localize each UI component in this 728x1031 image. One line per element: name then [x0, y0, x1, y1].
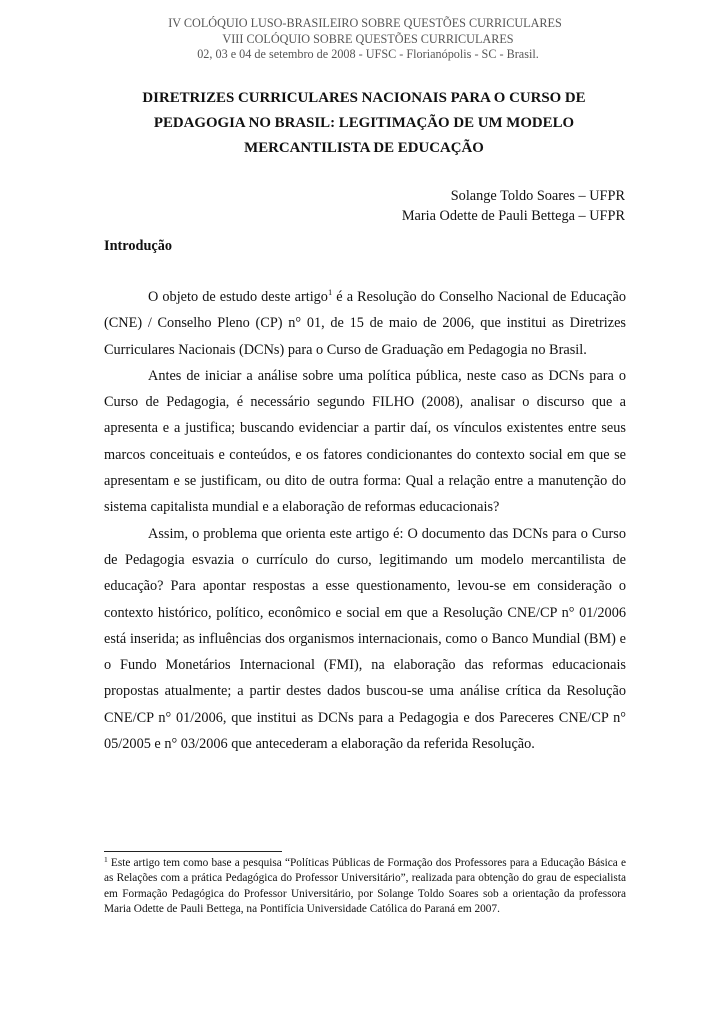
- paper-title-line-3: MERCANTILISTA DE EDUCAÇÃO: [244, 140, 484, 156]
- footnote: [104, 856, 626, 917]
- body-text: [104, 284, 626, 757]
- footnote-divider: [104, 851, 282, 852]
- author-1: Solange Toldo Soares – UFPR: [450, 188, 625, 204]
- paragraph-1: [104, 284, 626, 363]
- author-list: [402, 186, 625, 226]
- footnote-text: Este artigo tem como base a pesquisa “Políticas Públicas de Formação dos Professores para a Educação Básica e as Relações com a prática Pedagógica do Professor Universitário”, realizada para obtenção do grau de especialista em Formação Pedagógica do Professor Universitário, por Solange Toldo Soares sob a orientação da professora Maria Odette de Pauli Bettega, na Pontifícia Universidade Católica do Paraná em 2007.: [104, 857, 626, 915]
- running-header: [0, 16, 728, 63]
- author-2: Maria Odette de Pauli Bettega – UFPR: [401, 208, 625, 224]
- paper-title-line-2: PEDAGOGIA NO BRASIL: LEGITIMAÇÃO DE UM MODELO: [153, 115, 575, 131]
- paragraph-1-rest: é a Resolução do Conselho Nacional de Educação (CNE) / Conselho Pleno (CP) n° 01, de 15 de maio de 2006, que institui as Diretrizes Curriculares Nacionais (DCNs) para o Curso de Graduação em Pedagogia no Brasil.: [104, 289, 626, 358]
- paper-title-line-1: DIRETRIZES CURRICULARES NACIONAIS PARA O CURSO DE: [142, 90, 586, 106]
- paragraph-3: Assim, o problema que orienta este artigo é: O documento das DCNs para o Curso de Pedagogia esvazia o currículo do curso, legitimando um modelo mercantilista de educação? Para apontar respostas a esse questionamento, levou-se em consideração o contexto histórico, político, econômico e social em que a Resolução CNE/CP n° 01/2006 está inserida; as influências dos organismos internacionais, como o Banco Mundial (BM) e o Fundo Monetários Internacional (FMI), na elaboração das reformas educacionais propostas atualmente; a partir destes dados buscou-se uma análise crítica da Resolução CNE/CP n° 01/2006, que institui as DCNs para a Pedagogia e dos Pareceres CNE/CP n° 05/2005 e n° 03/2006 que antecederam a elaboração da referida Resolução.: [104, 525, 626, 753]
- running-header-line-3: 02, 03 e 04 de setembro de 2008 - UFSC - Florianópolis - SC - Brasil.: [197, 47, 539, 61]
- paper-title: [0, 86, 728, 161]
- paragraph-1-start: O objeto de estudo deste artigo: [148, 289, 328, 305]
- footnote-marker: 1: [104, 855, 108, 864]
- paragraph-2: Antes de iniciar a análise sobre uma política pública, neste caso as DCNs para o Curso de Pedagogia, é necessário segundo FILHO (2008), analisar o discurso que a apresenta e a justifica; buscando evidenciar a partir daí, os vínculos existentes entre seus marcos conceituais e conteúdos, e os fatores condicionantes do contexto social em que se apresentam e se justificam, ou dito de outra forma: Qual a relação entre a manutenção do sistema capitalista mundial e a elaboração de reformas educacionais?: [104, 367, 626, 516]
- running-header-line-2: VIII COLÓQUIO SOBRE QUESTÕES CURRICULARES: [222, 31, 514, 46]
- section-heading: Introdução: [104, 238, 173, 254]
- running-header-line-1: IV COLÓQUIO LUSO-BRASILEIRO SOBRE QUESTÕES CURRICULARES: [168, 16, 562, 30]
- footnote-reference[interactable]: 1: [327, 287, 333, 297]
